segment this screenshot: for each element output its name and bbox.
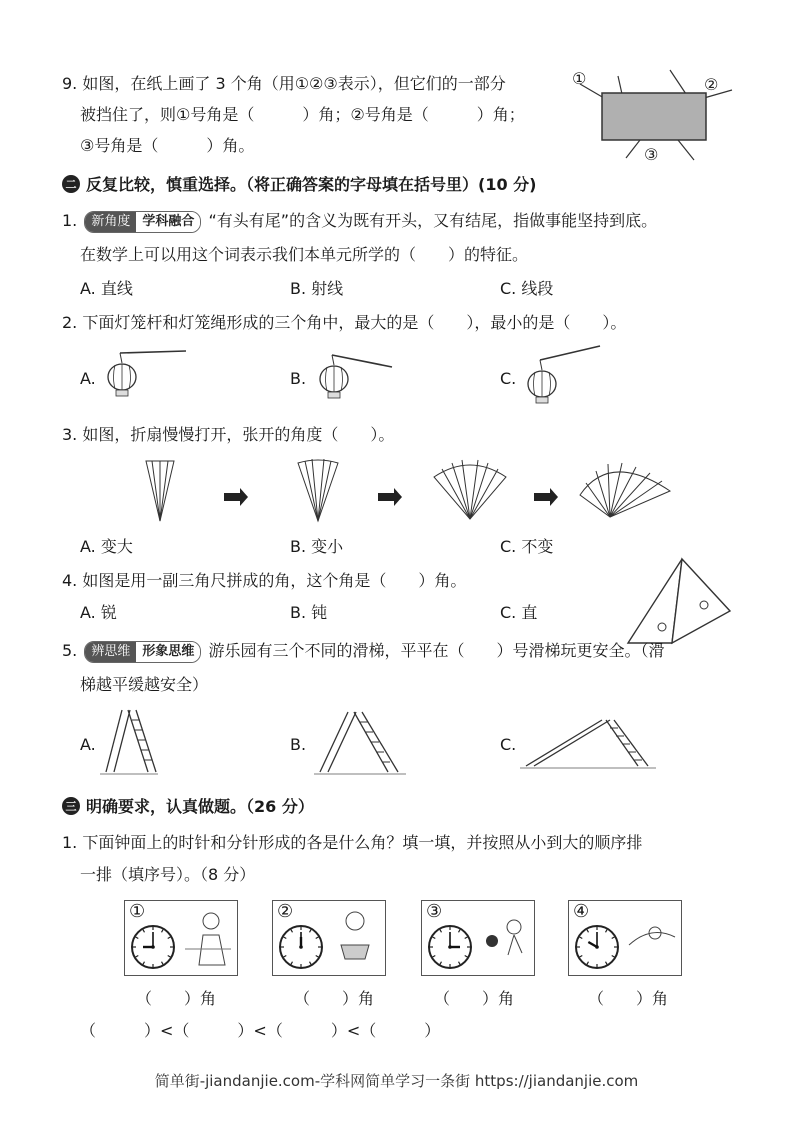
s2-q2-option-c: C. bbox=[500, 369, 517, 388]
clock-3-label: ③ bbox=[426, 901, 443, 922]
q9-label-1: ① bbox=[572, 69, 587, 88]
s2-q5-option-b: B. bbox=[290, 735, 307, 754]
section2-icon: 二 bbox=[62, 175, 80, 193]
s2-q1-num: 1. bbox=[62, 211, 78, 230]
s2-q3-text: 3. 如图，折扇慢慢打开，张开的角度（ ）。 bbox=[62, 425, 395, 444]
s2-q4-option-c: C. 直 bbox=[500, 603, 538, 622]
s3-q1-text1: 1. 下面钟面上的时针和分针形成的各是什么角？填一填，并按照从小到大的顺序排 bbox=[62, 833, 643, 852]
s2-q4-option-b: B. 钝 bbox=[290, 603, 328, 622]
clock-3-scene-image bbox=[478, 905, 530, 969]
clock-1-scene-image bbox=[181, 905, 233, 969]
q9-label-2: ② bbox=[704, 75, 719, 94]
clock-4-face bbox=[573, 923, 621, 971]
s2-q1-badge bbox=[84, 211, 201, 233]
s2-q5-num: 5. bbox=[62, 641, 78, 660]
order-line: （ ）<（ ）<（ ）<（ ） bbox=[80, 1021, 441, 1040]
clock-3-answer: （ ）角 bbox=[434, 989, 515, 1008]
s2-q3-option-b: B. 变小 bbox=[290, 537, 344, 556]
s2-q5-option-a: A. bbox=[80, 735, 96, 754]
s2-q2-option-a: A. bbox=[80, 369, 96, 388]
clock-4-label: ④ bbox=[573, 901, 590, 922]
set-square-image bbox=[622, 555, 734, 650]
s2-q1-text2: 在数学上可以用这个词表示我们本单元所学的（ ）的特征。 bbox=[80, 245, 529, 264]
clock-card-1 bbox=[124, 900, 238, 976]
s3-q1-text2: 一排（填序号）。（8 分） bbox=[80, 865, 256, 884]
s2-q5-line1 bbox=[62, 640, 665, 663]
lantern-b-image bbox=[312, 345, 402, 405]
q9-line1: 9. 如图，在纸上画了 3 个角（用①②③表示），但它们的一部分 bbox=[62, 74, 506, 93]
section3-heading bbox=[62, 794, 314, 817]
s2-q1-option-c: C. 线段 bbox=[500, 279, 554, 298]
clock-4-answer: （ ）角 bbox=[588, 989, 669, 1008]
clock-1-answer: （ ）角 bbox=[136, 989, 217, 1008]
s2-q2-option-b: B. bbox=[290, 369, 307, 388]
s2-q5-text2: 梯越平缓越安全） bbox=[80, 675, 209, 694]
s2-q5-badge-b: 形象思维 bbox=[136, 642, 200, 662]
clock-2-scene-image bbox=[329, 905, 381, 969]
s2-q5-text1: 游乐园有三个不同的滑梯，平平在（ ）号滑梯玩更安全。（滑 bbox=[208, 641, 665, 660]
clock-card-4 bbox=[568, 900, 682, 976]
q9-label-3: ③ bbox=[644, 145, 659, 164]
q9-angle-figure bbox=[570, 62, 745, 172]
clock-2-answer: （ ）角 bbox=[294, 989, 375, 1008]
section2-title: 反复比较，慎重选择。（将正确答案的字母填在括号里）(10 分) bbox=[86, 175, 537, 194]
clock-3-face bbox=[426, 923, 474, 971]
s2-q1-text1: “有头有尾”的含义为既有开头，又有结尾，指做事能坚持到底。 bbox=[208, 211, 658, 230]
s2-q1-option-b: B. 射线 bbox=[290, 279, 344, 298]
slide-b-image bbox=[310, 708, 410, 778]
s2-q5-badge-a: 辨思维 bbox=[85, 642, 136, 662]
clock-1-face bbox=[129, 923, 177, 971]
lantern-c-image bbox=[522, 340, 612, 415]
s2-q3-option-a: A. 变大 bbox=[80, 537, 133, 556]
slide-c-image bbox=[518, 714, 658, 772]
clock-card-3 bbox=[421, 900, 535, 976]
s2-q5-option-c: C. bbox=[500, 735, 517, 754]
page-footer: 简单街-jiandanjie.com-学科网简单学习一条街 https://jiandanjie.com bbox=[154, 1072, 639, 1090]
s2-q4-option-a: A. 锐 bbox=[80, 603, 117, 622]
s2-q5-badge bbox=[84, 641, 201, 663]
lantern-a-image bbox=[100, 345, 190, 405]
s2-q1-line1 bbox=[62, 210, 657, 233]
slide-a-image bbox=[98, 706, 160, 778]
s2-q1-badge-a: 新角度 bbox=[85, 212, 136, 232]
clock-2-label: ② bbox=[277, 901, 294, 922]
s2-q1-option-a: A. 直线 bbox=[80, 279, 133, 298]
section3-icon: 三 bbox=[62, 797, 80, 815]
clock-2-face bbox=[277, 923, 325, 971]
clock-1-label: ① bbox=[129, 901, 146, 922]
s2-q1-badge-b: 学科融合 bbox=[136, 212, 200, 232]
section3-title: 明确要求，认真做题。（26 分） bbox=[86, 797, 314, 816]
q9-line2: 被挡住了，则①号角是（ ）角；②号角是（ ）角； bbox=[80, 105, 525, 124]
clock-card-2 bbox=[272, 900, 386, 976]
s2-q4-text: 4. 如图是用一副三角尺拼成的角，这个角是（ ）角。 bbox=[62, 571, 467, 590]
q9-line3: ③号角是（ ）角。 bbox=[80, 136, 255, 155]
section2-heading bbox=[62, 172, 536, 195]
s2-q2-text: 2. 下面灯笼杆和灯笼绳形成的三个角中，最大的是（ ），最小的是（ ）。 bbox=[62, 313, 627, 332]
s2-q3-option-c: C. 不变 bbox=[500, 537, 554, 556]
fan-sequence-image bbox=[140, 455, 680, 527]
clock-4-scene-image bbox=[625, 905, 677, 969]
